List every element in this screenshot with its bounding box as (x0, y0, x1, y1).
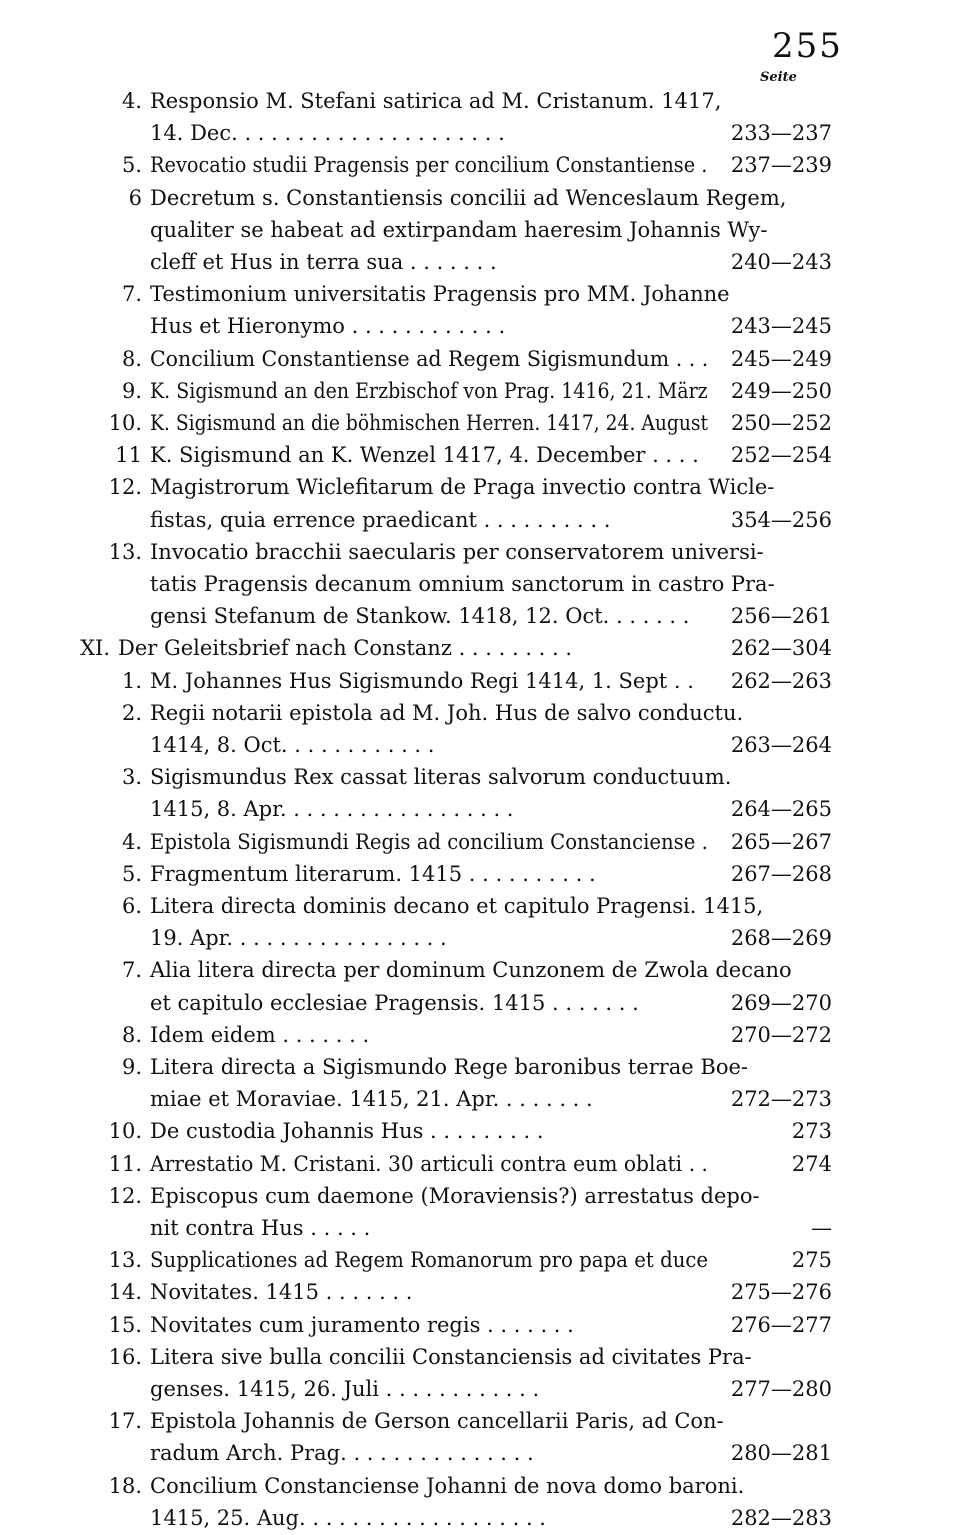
toc-entry (0, 536, 960, 569)
toc-entry-pages: 252—254 (730, 443, 832, 468)
toc-entry (0, 697, 960, 730)
toc-entry-title: Responsio M. Stefani satirica ad M. Cristanum. 1417, (150, 89, 722, 113)
toc-entry-title: Fragmentum literarum. 1415 . . . . . . . . . . (150, 861, 596, 886)
toc-entry-continuation (0, 922, 960, 955)
toc-entry-continuation (0, 214, 960, 247)
toc-entry-continuation (0, 1437, 960, 1470)
toc-entry-number: 17. (108, 1409, 142, 1434)
toc-entry-pages: 276—277 (730, 1312, 832, 1337)
toc-entry-pages: 262—304 (730, 636, 832, 661)
toc-entry-continuation (0, 504, 960, 537)
toc-entry-title: miae et Moraviae. 1415, 21. Apr. . . . . . . . (150, 1087, 593, 1112)
toc-entry-number: 7. (121, 282, 142, 307)
toc-entry (0, 761, 960, 794)
toc-entry-title: Epistola Johannis de Gerson cancellarii Paris, ad Con- (150, 1409, 724, 1434)
toc-entry-pages: 265—267 (730, 829, 832, 854)
toc-entry-continuation (0, 310, 960, 343)
toc-entry (0, 407, 960, 440)
toc-entry-title: gensi Stefanum de Stankow. 1418, 12. Oct. . . . . . . (150, 604, 690, 629)
toc-entry-continuation (0, 1212, 960, 1245)
toc-entry (0, 375, 960, 408)
toc-entry (0, 826, 960, 859)
toc-entry (0, 665, 960, 698)
toc-entry-title: Testimonium universitatis Pragensis pro MM. Johanne (150, 282, 730, 307)
toc-entry-title: Invocatio bracchii saecularis per conservatorem universi- (150, 539, 764, 564)
toc-entry-title: Novitates cum juramento regis . . . . . . . (150, 1312, 574, 1337)
toc-entry-title: Episcopus cum daemone (Moraviensis?) arrestatus depo- (150, 1183, 760, 1208)
toc-entry (0, 890, 960, 923)
toc-entry-number: 4. (121, 829, 142, 854)
toc-entry-number: 9. (121, 1055, 142, 1079)
toc-entry-number: 9. (121, 378, 142, 403)
toc-entry-pages: 240—243 (730, 250, 832, 274)
toc-entry-continuation (0, 729, 960, 762)
toc-entry (0, 149, 960, 182)
toc-entry (0, 343, 960, 376)
toc-entry-number: 10. (108, 411, 142, 435)
toc-entry-number: 12. (108, 1183, 142, 1208)
toc-entry-title: Epistola Sigismundi Regis ad concilium Constanciense . (150, 829, 708, 854)
toc-entry-pages: 264—265 (730, 797, 832, 822)
toc-entry-pages: 267—268 (730, 861, 832, 886)
toc-entry-title: K. Sigismund an die böhmischen Herren. 1417, 24. August (150, 411, 708, 435)
toc-entry-number: 10. (108, 1119, 142, 1144)
toc-entry-number: 7. (121, 958, 142, 983)
toc-entry-title: Concilium Constantiense ad Regem Sigismundum . . . (150, 346, 709, 371)
toc-entry (0, 85, 960, 118)
toc-entry-number: 4. (121, 89, 142, 113)
toc-entry-pages: 243—245 (730, 314, 832, 339)
toc-entry-number: 15. (108, 1312, 142, 1337)
toc-entry-pages: 273 (791, 1119, 832, 1144)
toc-entry-title: Arrestatio M. Cristani. 30 articuli contra eum oblati . . (150, 1151, 708, 1176)
toc-entry (0, 1276, 960, 1309)
toc-entry-number: XI. (80, 636, 110, 661)
toc-entry-number: 6. (121, 894, 142, 918)
toc-entry-pages: 262—263 (730, 668, 832, 693)
toc-entry-number: 13. (108, 539, 142, 564)
toc-entry-title: Decretum s. Constantiensis concilii ad Wenceslaum Regem, (150, 185, 787, 210)
toc-entry-title: Concilium Constanciense Johanni de nova domo baroni. (150, 1473, 745, 1498)
toc-entry-title: Hus et Hieronymo . . . . . . . . . . . . (150, 314, 506, 339)
toc-entry-continuation (0, 1083, 960, 1116)
toc-entry-title: K. Sigismund an K. Wenzel 1417, 4. December . . . . (150, 443, 699, 468)
toc-entry-number: 12. (108, 475, 142, 500)
toc-entry-pages: 233—237 (730, 121, 832, 146)
toc-entry-pages: 250—252 (730, 411, 832, 435)
toc-entry-number: 13. (108, 1248, 142, 1273)
toc-entry-pages: 269—270 (730, 990, 832, 1015)
toc-entry-title: Alia litera directa per dominum Cunzonem de Zwola decano (150, 958, 792, 983)
toc-entry-pages: 277—280 (730, 1377, 832, 1401)
toc-entry-title: Der Geleitsbrief nach Constanz . . . . . . . . . (118, 636, 573, 661)
toc-entry-number: 8. (121, 346, 142, 371)
toc-entry-title: Supplicationes ad Regem Romanorum pro papa et duce (150, 1248, 709, 1273)
toc-entry-number: 3. (121, 765, 142, 790)
toc-entry-title: K. Sigismund an den Erzbischof von Prag. 1416, 21. März (150, 378, 708, 403)
toc-entry (0, 1180, 960, 1213)
toc-entry-title: M. Johannes Hus Sigismundo Regi 1414, 1. Sept . . (150, 668, 694, 693)
toc-entry-pages: 274 (791, 1151, 832, 1176)
toc-entry-title: nit contra Hus . . . . . (150, 1216, 371, 1240)
toc-entry-number: 6 (128, 185, 142, 210)
toc-entry-number: 11 (115, 443, 142, 468)
toc-entry (0, 1405, 960, 1438)
toc-entry (0, 1244, 960, 1277)
toc-entry-continuation (0, 793, 960, 826)
toc-entry-number: 16. (108, 1344, 142, 1369)
toc-entry-title: 1415, 25. Aug. . . . . . . . . . . . . . . . . . . (150, 1505, 546, 1530)
toc-entry-pages: 237—239 (730, 153, 832, 178)
toc-entry-title: radum Arch. Prag. . . . . . . . . . . . . . . (150, 1441, 534, 1466)
toc-entry-number: 8. (121, 1022, 142, 1047)
toc-entry-continuation (0, 1502, 960, 1535)
toc-entry-number: 18. (108, 1473, 142, 1498)
toc-entry-pages: 354—256 (730, 507, 832, 532)
toc-entry (0, 278, 960, 311)
toc-entry-pages: 270—272 (730, 1022, 832, 1047)
toc-entry-continuation (0, 568, 960, 601)
toc-entry (0, 471, 960, 504)
toc-entry (0, 954, 960, 987)
toc-entry-number: 11. (108, 1151, 142, 1176)
toc-entry-title: genses. 1415, 26. Juli . . . . . . . . . . . . (150, 1377, 540, 1401)
toc-entry-pages: 249—250 (730, 378, 832, 403)
toc-entry-title: Idem eidem . . . . . . . (150, 1022, 370, 1047)
toc-entry-title: fistas, quia errence praedicant . . . . . . . . . . (150, 507, 611, 532)
toc-entry-pages: 275 (791, 1248, 832, 1273)
page-number: 255 (772, 26, 843, 66)
toc-entry-pages: 280—281 (730, 1441, 832, 1466)
toc-entry-title: qualiter se habeat ad extirpandam haeresim Johannis Wy- (150, 217, 768, 242)
toc-entry (0, 1148, 960, 1181)
toc-entry-pages: 256—261 (730, 604, 832, 629)
toc-entry (0, 439, 960, 472)
toc-section-entry (0, 632, 960, 665)
toc-entry-pages: 268—269 (730, 926, 832, 951)
toc-entry-number: 2. (121, 700, 142, 725)
toc-entry (0, 1019, 960, 1052)
toc-entry-pages: — (811, 1216, 832, 1240)
toc-entry-title: 1414, 8. Oct. . . . . . . . . . . . (150, 733, 435, 757)
toc-entry (0, 1309, 960, 1342)
toc-entry-pages: 272—273 (730, 1087, 832, 1112)
toc-entry-title: 14. Dec. . . . . . . . . . . . . . . . . . . . . (150, 121, 505, 146)
toc-entry-pages: 275—276 (730, 1280, 832, 1305)
toc-entry-title: Magistrorum Wiclefitarum de Praga invectio contra Wicle- (150, 475, 775, 500)
toc-entry-title: Litera directa dominis decano et capitulo Pragensi. 1415, (150, 894, 764, 918)
toc-entry-continuation (0, 987, 960, 1020)
toc-entry-title: tatis Pragensis decanum omnium sanctorum in castro Pra- (150, 572, 775, 596)
toc-entry-title: 1415, 8. Apr. . . . . . . . . . . . . . . . . . (150, 797, 514, 822)
toc-entry-title: Revocatio studii Pragensis per concilium Constantiense . (150, 153, 708, 178)
toc-entry-pages: 245—249 (730, 346, 832, 371)
toc-entry-title: Novitates. 1415 . . . . . . . (150, 1280, 413, 1305)
toc-entry (0, 1115, 960, 1148)
toc-entry-title: Litera directa a Sigismundo Rege baronibus terrae Boe- (150, 1055, 748, 1079)
toc-entry-title: et capitulo ecclesiae Pragensis. 1415 . . . . . . . (150, 990, 639, 1015)
toc-entry-continuation (0, 117, 960, 150)
toc-entry (0, 1051, 960, 1084)
toc-entry-continuation (0, 600, 960, 633)
toc-entry-number: 14. (108, 1280, 142, 1305)
toc-entry (0, 1341, 960, 1374)
toc-entry-number: 5. (121, 861, 142, 886)
toc-entry (0, 1470, 960, 1503)
toc-entry-title: 19. Apr. . . . . . . . . . . . . . . . . (150, 926, 447, 951)
page-column-label: Seite (760, 70, 797, 85)
toc-entry-pages: 282—283 (730, 1505, 832, 1530)
toc-entry-title: Sigismundus Rex cassat literas salvorum conductuum. (150, 765, 732, 790)
toc-entry (0, 858, 960, 891)
toc-entry-title: Litera sive bulla concilii Constanciensis ad civitates Pra- (150, 1344, 752, 1369)
toc-entry-continuation (0, 1373, 960, 1406)
toc-entry-number: 1. (121, 668, 142, 693)
toc-entry-title: De custodia Johannis Hus . . . . . . . . . (150, 1119, 544, 1144)
toc-entry-number: 5. (121, 153, 142, 178)
toc-entry-title: cleff et Hus in terra sua . . . . . . . (150, 250, 497, 274)
toc-entry (0, 182, 960, 215)
toc-entry-continuation (0, 246, 960, 279)
toc-entry-title: Regii notarii epistola ad M. Joh. Hus de salvo conductu. (150, 700, 744, 725)
toc-entry-pages: 263—264 (730, 733, 832, 757)
